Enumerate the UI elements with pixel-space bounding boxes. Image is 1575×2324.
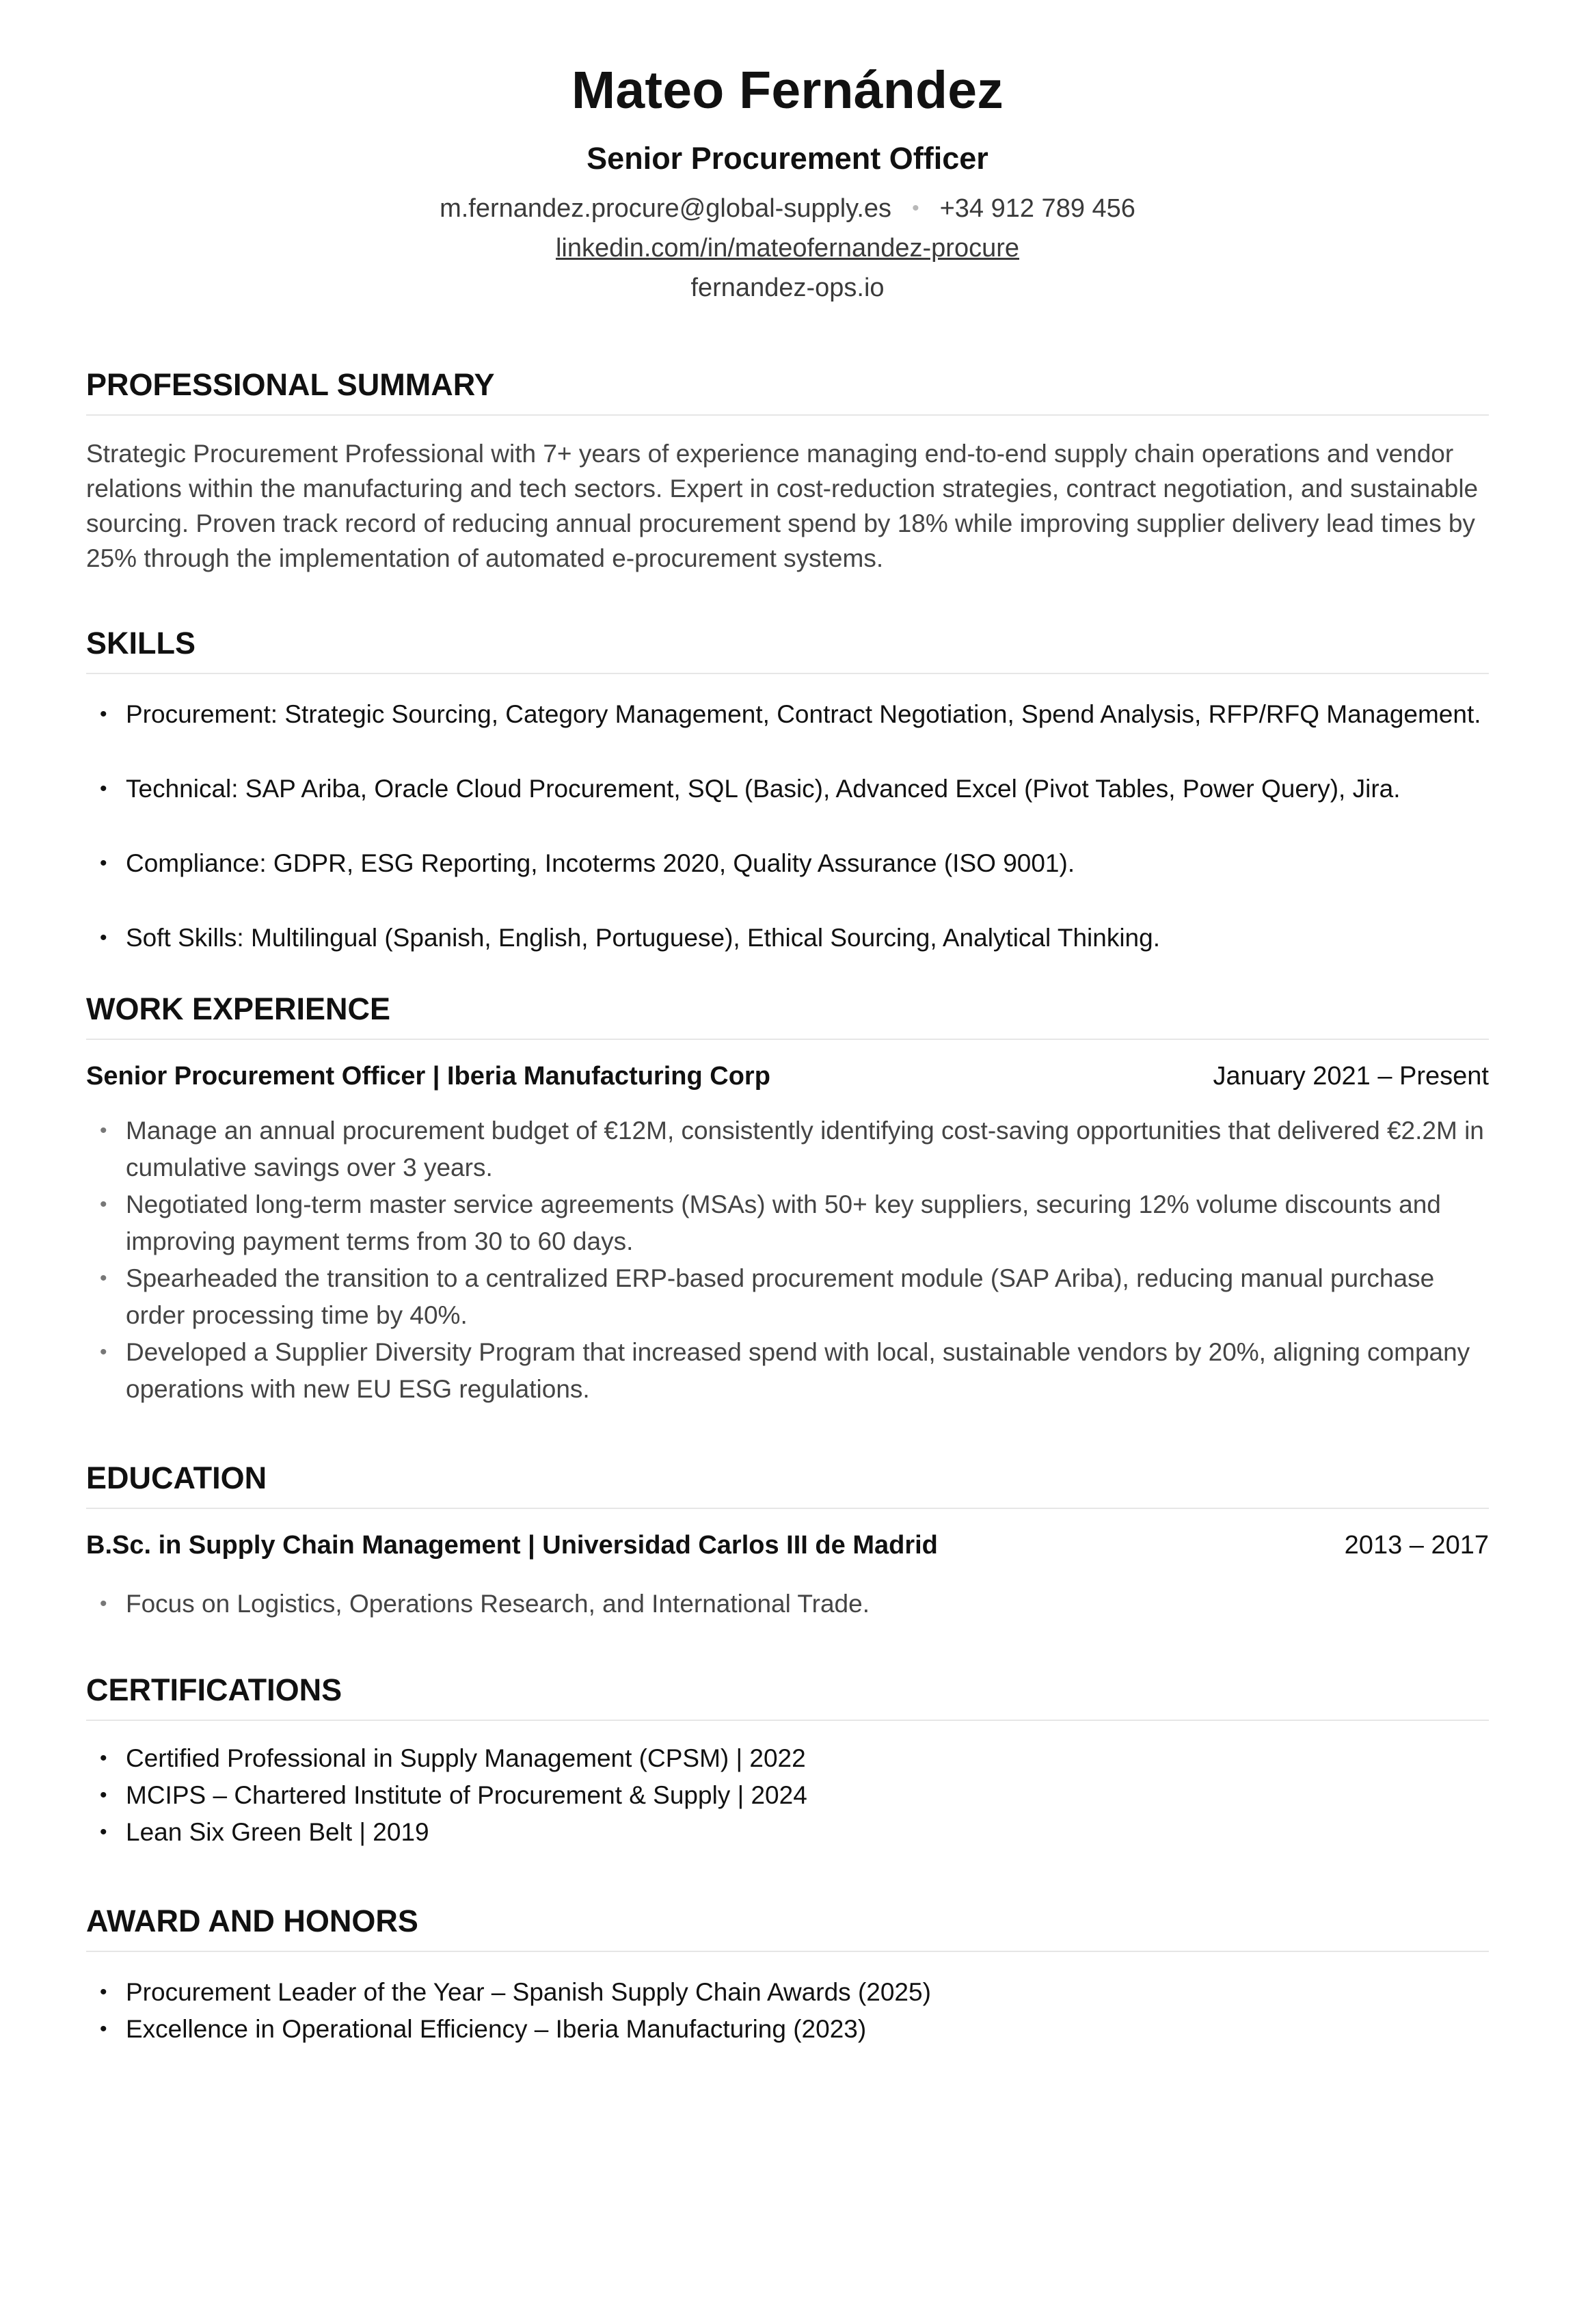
- candidate-name: Mateo Fernández: [571, 61, 1004, 120]
- experience-role: Senior Procurement Officer | Iberia Manufacturing Corp: [86, 1062, 770, 1091]
- experience-bullet: • Spearheaded the transition to a centralized ERP-based procurement module (SAP Ariba), reducing manual purchase order processing time by 40%.: [86, 1260, 1489, 1334]
- experience-bullets: [86, 1112, 1489, 1408]
- skill-item: • Technical: SAP Ariba, Oracle Cloud Procurement, SQL (Basic), Advanced Excel (Pivot Tables, Power Query), Jira.: [86, 771, 1489, 807]
- certification-item: • Certified Professional in Supply Management (CPSM) | 2022: [86, 1740, 1489, 1777]
- skill-item: • Compliance: GDPR, ESG Reporting, Incoterms 2020, Quality Assurance (ISO 9001).: [86, 845, 1489, 882]
- award-item: • Excellence in Operational Efficiency – Iberia Manufacturing (2023): [86, 2011, 1489, 2048]
- education-section: [86, 1458, 1489, 1622]
- awards-heading: AWARD AND HONORS: [86, 1901, 1489, 1952]
- summary-section: [86, 365, 1489, 576]
- skills-list: [86, 696, 1489, 957]
- summary-text: Strategic Procurement Professional with 7+ years of experience managing end-to-end supply chain operations and vendor relations within the manufacturing and tech sectors. Expert in cost-reduction strategies, contract negotiation, and sustainable sourcing. Proven track record of reducing annual procurement spend by 18% while improving supplier delivery lead times by 25% through the implementation of automated e-procurement systems.: [86, 440, 1479, 572]
- experience-bullet: • Developed a Supplier Diversity Program that increased spend with local, sustainable vendors by 20%, aligning company operations with new EU ESG regulations.: [86, 1334, 1489, 1408]
- linkedin-row: [86, 228, 1489, 268]
- certifications-heading: CERTIFICATIONS: [86, 1670, 1489, 1721]
- separator-dot-icon: •: [912, 197, 919, 219]
- website-link[interactable]: fernandez-ops.io: [690, 273, 885, 302]
- education-dates: 2013 – 2017: [1344, 1531, 1489, 1560]
- awards-section: [86, 1901, 1489, 2048]
- experience-section: [86, 989, 1489, 1408]
- awards-list: [86, 1974, 1489, 2048]
- phone-number[interactable]: +34 912 789 456: [939, 194, 1135, 223]
- education-heading: EDUCATION: [86, 1458, 1489, 1509]
- education-degree: B.Sc. in Supply Chain Management | Universidad Carlos III de Madrid: [86, 1531, 938, 1560]
- website-row: [86, 268, 1489, 308]
- linkedin-link[interactable]: linkedin.com/in/mateofernandez-procure: [555, 234, 1020, 263]
- certifications-list: [86, 1740, 1489, 1851]
- experience-dates: January 2021 – Present: [1213, 1062, 1489, 1091]
- skills-section: [86, 624, 1489, 957]
- resume-header: [86, 0, 1489, 308]
- experience-bullet: • Manage an annual procurement budget of €12M, consistently identifying cost-saving opportunities that delivered €2.2M in cumulative savings over 3 years.: [86, 1112, 1489, 1186]
- education-entry-header: [86, 1527, 1489, 1564]
- skills-heading: SKILLS: [86, 624, 1489, 674]
- candidate-title: Senior Procurement Officer: [587, 141, 988, 176]
- certifications-section: [86, 1670, 1489, 1851]
- skill-item: • Procurement: Strategic Sourcing, Category Management, Contract Negotiation, Spend Analysis, RFP/RFQ Management.: [86, 696, 1489, 733]
- certification-item: • MCIPS – Chartered Institute of Procurement & Supply | 2024: [86, 1777, 1489, 1814]
- certification-item: • Lean Six Green Belt | 2019: [86, 1814, 1489, 1851]
- email-link[interactable]: m.fernandez.procure@global-supply.es: [440, 194, 892, 223]
- education-bullets: [86, 1586, 1489, 1622]
- award-item: • Procurement Leader of the Year – Spanish Supply Chain Awards (2025): [86, 1974, 1489, 2011]
- summary-heading: PROFESSIONAL SUMMARY: [86, 365, 1489, 416]
- contact-row: [86, 189, 1489, 228]
- skill-item: • Soft Skills: Multilingual (Spanish, English, Portuguese), Ethical Sourcing, Analytical Thinking.: [86, 920, 1489, 957]
- experience-entry-header: [86, 1058, 1489, 1095]
- experience-heading: WORK EXPERIENCE: [86, 989, 1489, 1040]
- experience-bullet: • Negotiated long-term master service agreements (MSAs) with 50+ key suppliers, securing 12% volume discounts and improving payment terms from 30 to 60 days.: [86, 1186, 1489, 1260]
- education-bullet: • Focus on Logistics, Operations Research, and International Trade.: [86, 1586, 1489, 1622]
